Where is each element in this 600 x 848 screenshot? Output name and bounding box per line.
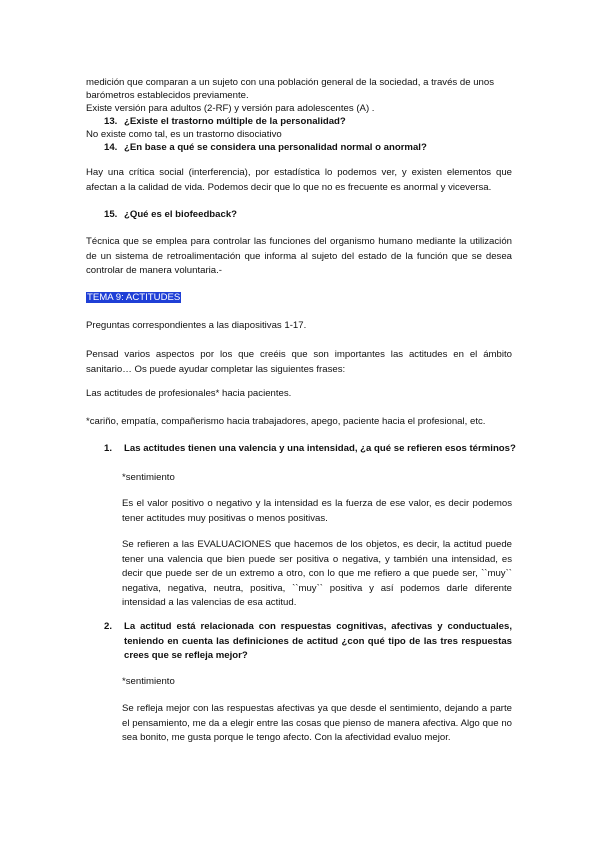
question-p2-text: La actitud está relacionada con respuestas cognitivas, afectivas y conductuales, teniendo en cuenta las definiciones de actitud ¿con qué tipo de las tres respuestas crees que se refleja mejor? bbox=[124, 621, 512, 661]
question-p2 bbox=[104, 620, 512, 664]
question-15-number: 15. bbox=[104, 209, 118, 220]
pensad-paragraph: Pensad varios aspectos por los que creéis que son importantes las actitudes en el ámbito sanitario… Os puede ayudar completar las siguientes frases: bbox=[86, 349, 512, 375]
question-15-text: ¿Qué es el biofeedback? bbox=[124, 209, 238, 220]
answer-13: No existe como tal, es un trastorno disociativo bbox=[86, 129, 282, 140]
p1-tag: *sentimiento bbox=[122, 472, 175, 483]
footnote-line: *cariño, empatía, compañerismo hacia trabajadores, apego, paciente hacia el profesional, etc. bbox=[86, 416, 486, 427]
question-15 bbox=[104, 209, 237, 221]
p2-tag: *sentimiento bbox=[122, 676, 175, 687]
question-14-text: ¿En base a qué se considera una personalidad normal o anormal? bbox=[124, 142, 427, 153]
intro-line-3: Existe versión para adultos (2-RF) y versión para adolescentes (A) . bbox=[86, 103, 375, 114]
question-13-text: ¿Existe el trastorno múltiple de la personalidad? bbox=[124, 116, 346, 127]
actitudes-line: Las actitudes de profesionales* hacia pacientes. bbox=[86, 388, 292, 399]
question-13 bbox=[104, 116, 346, 128]
question-14 bbox=[104, 142, 427, 154]
answer-14: Hay una crítica social (interferencia), por estadística lo podemos ver, y existen elementos que afectan a la calidad de vida. Podemos decir que lo que no es frecuente es anormal y viceversa. bbox=[86, 167, 512, 193]
p1-paragraph-2: Se refieren a las EVALUACIONES que hacemos de los objetos, es decir, la actitud puede tener una valencia que bien puede ser positiva o negativa, y también una intensidad, es decir que puede ser de un extremo a otro, con lo que me refiero a que puede ser, ``muy`` negativa, negativa, neutra, positiva, ``muy`` positiva y así podemos darle diferente intensidad a las valencias de esa actitud. bbox=[122, 539, 512, 608]
section-title: TEMA 9: ACTITUDES bbox=[87, 292, 181, 303]
question-14-number: 14. bbox=[104, 142, 118, 153]
question-p1 bbox=[104, 443, 516, 455]
p1-paragraph-1: Es el valor positivo o negativo y la intensidad es la fuerza de ese valor, es decir podemos tener actitudes muy positivas o menos positivas. bbox=[122, 498, 512, 524]
slides-note: Preguntas correspondientes a las diapositivas 1-17. bbox=[86, 320, 307, 331]
intro-line-1: medición que comparan a un sujeto con una población general de la sociedad, a través de unos bbox=[86, 77, 495, 88]
question-p2-number: 2. bbox=[104, 621, 113, 632]
section-heading bbox=[86, 292, 181, 304]
intro-line-2: barómetros establecidos previamente. bbox=[86, 90, 249, 101]
answer-15: Técnica que se emplea para controlar las funciones del organismo humano mediante la utilización de un sistema de retroalimentación que informa al sujeto del estado de la función que se desea controlar de manera voluntaria.- bbox=[86, 236, 512, 276]
question-13-number: 13. bbox=[104, 116, 118, 127]
p2-paragraph-1: Se refleja mejor con las respuestas afectivas ya que desde el sentimiento, dejando a parte el pensamiento, me da a elegir entre las cosas que pienso de manera afectiva. Algo que no sea bonito, me gusta porque le tengo afecto. Con la afectividad evaluo mejor. bbox=[122, 703, 512, 743]
question-p1-number: 1. bbox=[104, 443, 113, 454]
question-p1-text: Las actitudes tienen una valencia y una intensidad, ¿a qué se refieren esos términos? bbox=[124, 443, 516, 454]
